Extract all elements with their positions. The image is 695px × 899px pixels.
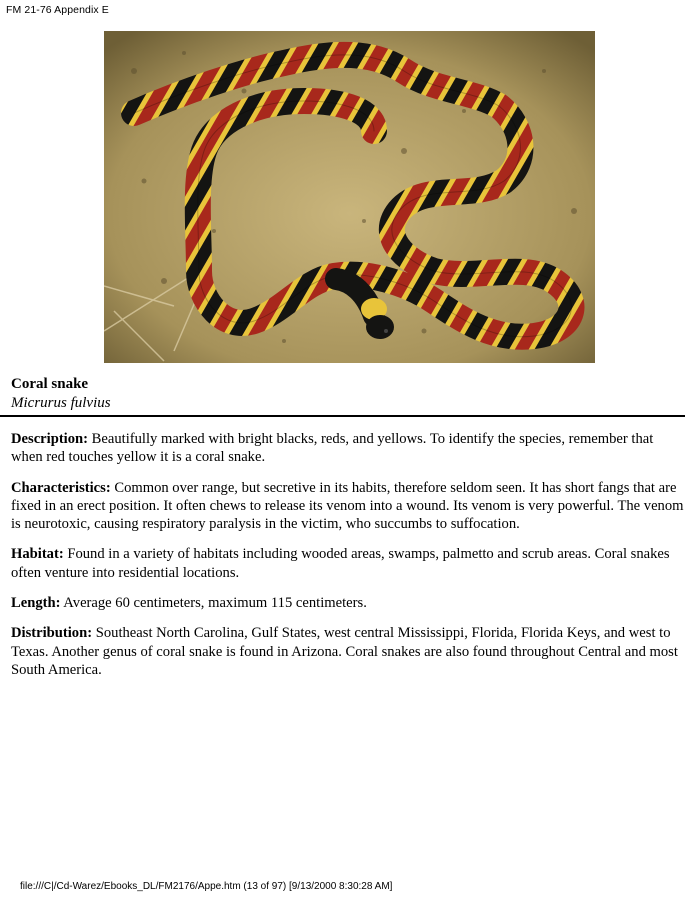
description-paragraph — [11, 430, 686, 467]
length-paragraph — [11, 594, 686, 612]
species-details — [11, 430, 686, 691]
distribution-label: Distribution: — [11, 625, 93, 642]
page-footer-url: file:///C|/Cd-Warez/Ebooks_DL/FM2176/Appe.htm (13 of 97) [9/13/2000 8:30:28 AM] — [20, 881, 393, 892]
species-common-name: Coral snake — [11, 376, 89, 392]
photo-ground — [104, 31, 595, 363]
habitat-label: Habitat: — [11, 546, 64, 563]
habitat-paragraph — [11, 545, 686, 582]
length-text: Average 60 centimeters, maximum 115 centimeters. — [60, 595, 367, 612]
page-header: FM 21-76 Appendix E — [6, 4, 109, 16]
section-divider — [0, 415, 685, 417]
description-label: Description: — [11, 431, 89, 447]
description-text: Beautifully marked with bright blacks, reds, and yellows. To identify the species, remember that when red touches yellow it is a coral snake. — [11, 431, 654, 466]
habitat-text: Found in a variety of habitats including wooded areas, swamps, palmetto and scrub areas. Coral snakes often venture into residential locations. — [11, 546, 670, 581]
characteristics-label: Characteristics: — [11, 479, 111, 496]
characteristics-paragraph — [11, 479, 686, 534]
species-scientific-name: Micrurus fulvius — [11, 395, 111, 411]
length-label: Length: — [11, 595, 61, 612]
characteristics-text: Common over range, but secretive in its habits, therefore seldom seen. It has short fangs that are fixed in an erect position. It often chews to release its venom into a wound. Its venom is very powerful. The venom is neurotoxic, causing respiratory paralysis in the victim, who succumbs to suffocation. — [11, 479, 684, 533]
distribution-paragraph — [11, 624, 686, 679]
distribution-text: Southeast North Carolina, Gulf States, west central Mississippi, Florida, Florida Keys, and west to Texas. Another genus of coral snake is found in Arizona. Coral snakes are also found throughout Central and most South America. — [11, 625, 678, 678]
coral-snake-photo — [104, 31, 595, 363]
